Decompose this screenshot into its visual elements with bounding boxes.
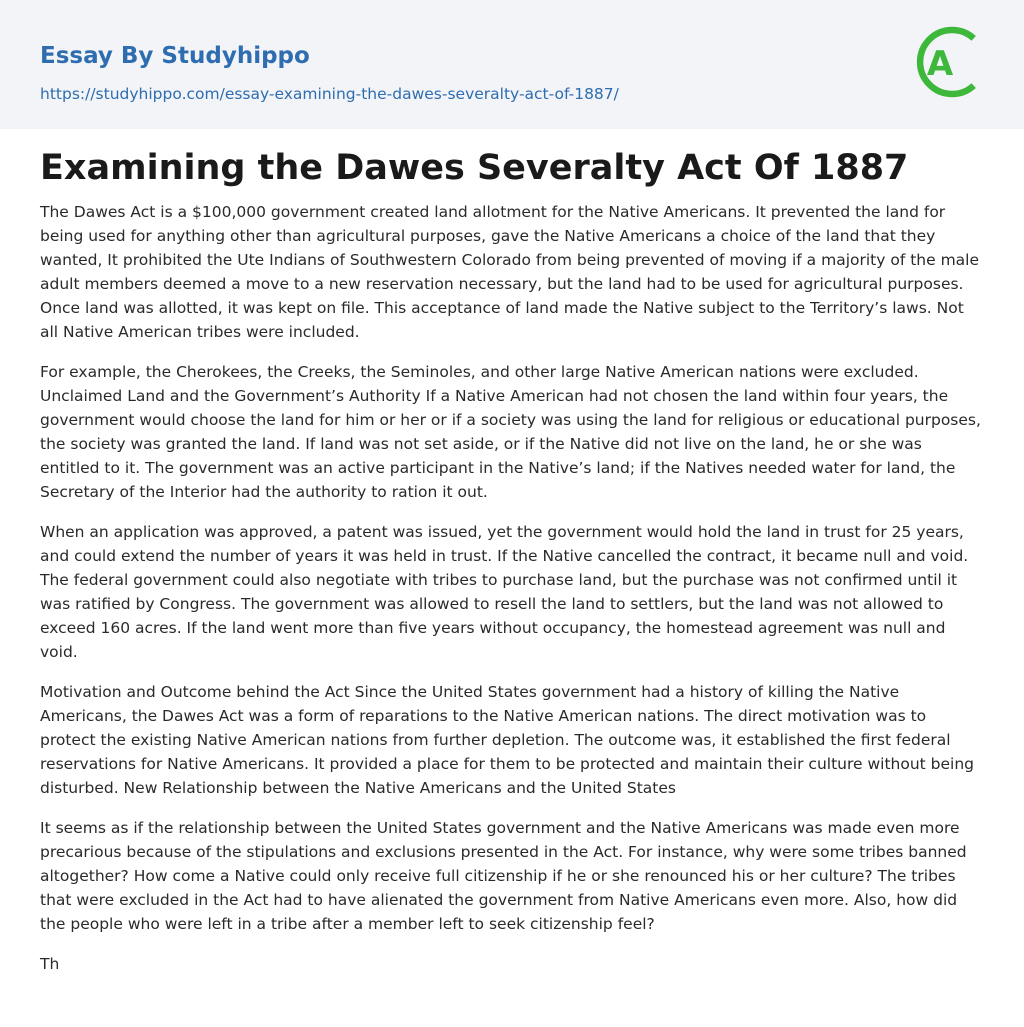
article-paragraph-6: Th [40,955,60,973]
logo-letter: A [926,44,954,84]
article-title: Examining the Dawes Severalty Act Of 1887 [40,148,909,188]
source-url-link[interactable]: https://studyhippo.com/essay-examining-the-dawes-severalty-act-of-1887/ [40,85,619,103]
article-paragraph-3: When an application was approved, a patent was issued, yet the government would hold the land in trust for 25 years, and could extend the number of years it was held in trust. If the Native cancelled the contract, it became null and void. The federal government could also negotiate with tribes to purchase land, but the purchase was not confirmed until it was ratified by Congress. The government was allowed to resell the land to settlers, but the land was not allowed to exceed 160 acres. If the land went more than five years without occupancy, the homestead agreement was null and void. [40,523,969,661]
article-paragraph-1: The Dawes Act is a $100,000 government created land allotment for the Native Americans. It prevented the land for being used for anything other than agricultural purposes, gave the Native Americans a choice of the land that they wanted, It prohibited the Ute Indians of Southwestern Colorado from being prevented of moving if a majority of the male adult members deemed a move to a new reservation necessary, but the land had to be used for agricultural purposes. Once land was allotted, it was kept on file. This acceptance of land made the Native subject to the Territory’s laws. Not all Native American tribes were included. [40,203,980,341]
studyhippo-logo-icon[interactable] [911,18,987,106]
article-content [40,142,985,992]
site-header [0,0,1024,129]
article-paragraph-5: It seems as if the relationship between the United States government and the Native Americans was made even more precarious because of the stipulations and exclusions presented in the Act. For instance, why were some tribes banned altogether? How come a Native could only receive full citizenship if he or she renounced his or her culture? The tribes that were excluded in the Act had to have alienated the government from Native Americans even more. Also, how did the people who were left in a tribe after a member left to seek citizenship feel? [40,819,967,933]
article-paragraph-4: Motivation and Outcome behind the Act Since the United States government had a history of killing the Native Americans, the Dawes Act was a form of reparations to the Native American nations. The direct motivation was to protect the existing Native American nations from further depletion. The outcome was, it established the first federal reservations for Native Americans. It provided a place for them to be protected and maintain their culture without being disturbed. New Relationship between the Native Americans and the United States [40,683,975,797]
site-brand[interactable]: Essay By Studyhippo [40,43,310,69]
article-paragraph-2: For example, the Cherokees, the Creeks, the Seminoles, and other large Native American nations were excluded. Unclaimed Land and the Government’s Authority If a Native American had not chosen the land within four years, the government would choose the land for him or her or if a society was using the land for religious or educational purposes, the society was granted the land. If land was not set aside, or if the Native did not live on the land, he or she was entitled to it. The government was an active participant in the Native’s land; if the Natives needed water for land, the Secretary of the Interior had the authority to ration it out. [40,363,981,501]
